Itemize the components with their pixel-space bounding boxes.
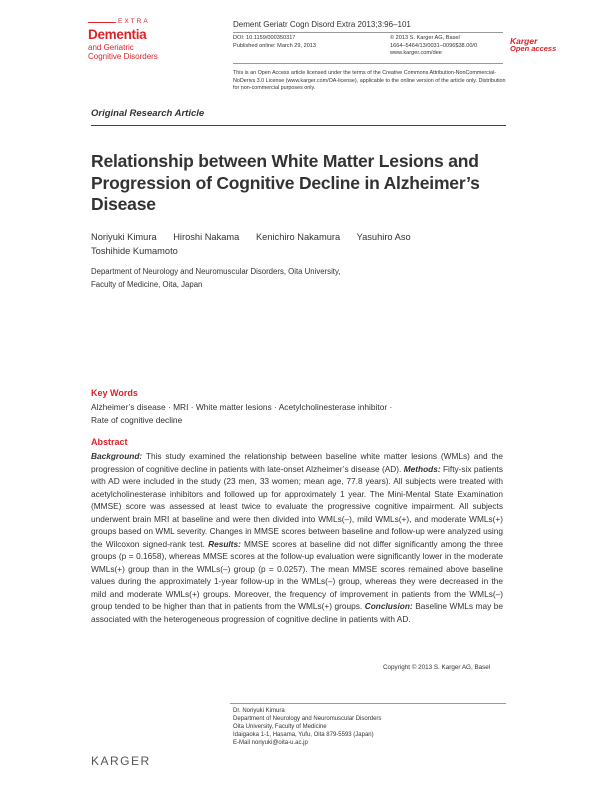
logo-name: Dementia bbox=[88, 27, 147, 42]
results-label: Results: bbox=[208, 538, 241, 549]
karger-open-access-logo bbox=[510, 36, 570, 53]
logo-extra: EXTRA bbox=[118, 18, 150, 25]
corr-address: Idaigaoka 1-1, Hasama, Yufu, Oita 879-5593 (Japan) bbox=[233, 732, 374, 738]
affiliation-line1: Department of Neurology and Neuromuscular Disorders, Oita University, bbox=[91, 267, 341, 276]
abstract-heading: Abstract bbox=[91, 437, 128, 447]
abstract-body bbox=[91, 450, 503, 625]
keywords-line2: Rate of cognitive decline bbox=[91, 415, 183, 425]
header-left-meta bbox=[233, 35, 373, 50]
author[interactable]: Hiroshi Nakama bbox=[173, 232, 240, 242]
correspondence-rule bbox=[230, 703, 506, 704]
logo-line2: and Geriatric bbox=[88, 43, 134, 52]
karger-oa-brand: Karger bbox=[510, 36, 538, 46]
open-access-label: Open access bbox=[510, 44, 557, 53]
article-type: Original Research Article bbox=[91, 108, 205, 119]
issn: 1664–5464/13/0031–0096$38.00/0 bbox=[390, 42, 478, 49]
corr-univ: Oita University, Faculty of Medicine bbox=[233, 724, 327, 730]
affiliation bbox=[91, 266, 511, 291]
header-rule-2 bbox=[233, 63, 503, 64]
header-rule bbox=[233, 32, 503, 33]
methods-label: Methods: bbox=[403, 463, 441, 474]
publisher-logo: KARGER bbox=[91, 754, 151, 768]
author[interactable]: Kenichiro Nakamura bbox=[255, 232, 341, 242]
copyright-notice: Copyright © 2013 S. Karger AG, Basel bbox=[383, 664, 491, 671]
affiliation-line2: Faculty of Medicine, Oita, Japan bbox=[91, 279, 203, 289]
copyright-line: © 2013 S. Karger AG, Basel bbox=[390, 35, 460, 41]
header-citation: Dement Geriatr Cogn Disord Extra 2013;3:96–101 bbox=[233, 20, 411, 29]
corr-dept: Department of Neurology and Neuromuscular Disorders bbox=[233, 716, 382, 722]
author[interactable]: Toshihide Kumamoto bbox=[91, 245, 178, 256]
keywords-heading: Key Words bbox=[91, 388, 138, 398]
background-text: This study examined the relationship between baseline white matter lesions (WMLs) and the progression of cognitive decline in patients with late-onset Alzheimer’s disease (AD). bbox=[91, 451, 503, 474]
conclusion-text: Baseline WMLs may be associated with the heterogeneous progression of cognitive decline in patients with AD. bbox=[91, 601, 503, 624]
article-type-rule bbox=[91, 125, 506, 126]
author[interactable]: Noriyuki Kimura bbox=[91, 232, 157, 242]
logo-rule bbox=[88, 22, 116, 23]
results-text: MMSE scores at baseline did not differ significantly among the three groups (p = 0.1658), whereas MMSE scores at the follow-up evaluation were significantly lower in the moderate WMLs(+) group than in the WMLs(–) group (p = 0.0257). The mean MMSE scores remained above baseline values during the approximately 1-year follow-up in the WMLs(–) group, whereas they were decreased in the mild and moderate WMLs(+) groups. Moreover, the frequency of improvement in patients from the WMLs(–) group tended to be higher than that in patients from the WMLs(+) groups. bbox=[91, 538, 503, 611]
header-right-meta bbox=[390, 35, 515, 58]
article-title: Relationship between White Matter Lesions and Progression of Cognitive Decline in Alzheimer’s Disease bbox=[91, 151, 480, 214]
doi[interactable]: DOI: 10.1159/000350317 bbox=[233, 35, 296, 41]
methods-text: Fifty-six patients with AD were included in the study (23 men, 33 women; mean age, 77.8 years). All subjects were treated with acetylcholinesterase inhibitors and followed up for approximately 1 year. The Mini-Mental State Examination (MMSE) score was assessed at least twice to evaluate the progressive cognitive impairment. All subjects underwent brain MRI at baseline and were then divided into WMLs(–), mild WMLs(+), and moderate WMLs(+) groups based on WML severity. Changes in MMSE scores between baseline and follow-up were analyzed using the Wilcoxon signed-rank test. bbox=[91, 463, 503, 549]
background-label: Background: bbox=[91, 451, 143, 461]
authors bbox=[91, 231, 511, 258]
published-date: Published online: March 29, 2013 bbox=[233, 42, 317, 49]
keywords bbox=[91, 401, 511, 427]
license-text: This is an Open Access article licensed under the terms of the Creative Commons Attribution-NonCommercial-NoDerivs 3.0 License (www.karger.com/OA-license), applicable to the online version of the article only. Distribution for non-commercial purposes only. bbox=[233, 70, 506, 92]
journal-url[interactable]: www.karger.com/dee bbox=[390, 50, 442, 56]
conclusion-label: Conclusion: bbox=[364, 601, 413, 611]
journal-logo bbox=[88, 18, 188, 66]
corr-email[interactable]: E-Mail noriyuki@oita-u.ac.jp bbox=[233, 740, 308, 746]
author[interactable]: Yasuhiro Aso bbox=[356, 232, 411, 242]
keywords-line1: Alzheimer’s disease · MRI · White matter lesions · Acetylcholinesterase inhibitor · bbox=[91, 402, 393, 412]
correspondence bbox=[233, 707, 508, 747]
logo-line3: Cognitive Disorders bbox=[88, 52, 158, 61]
corr-name: Dr. Noriyuki Kimura bbox=[233, 708, 285, 714]
